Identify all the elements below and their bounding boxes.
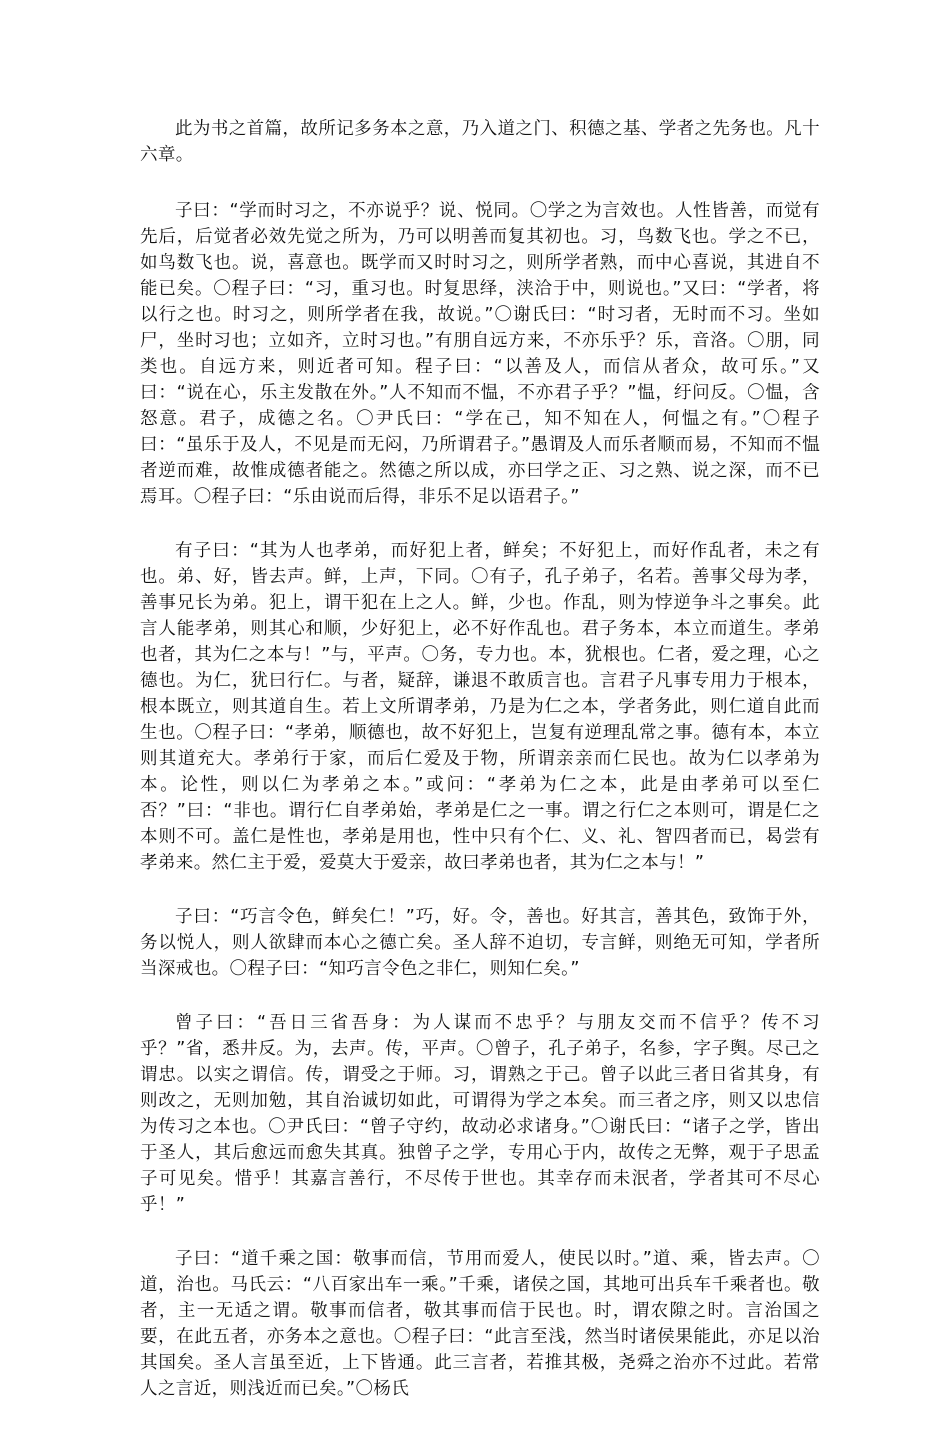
document-body — [140, 116, 820, 1430]
chapter-paragraph-you-zi: 有子曰：“其为人也孝弟，而好犯上者，鲜矣；不好犯上，而好作乱者，未之有也。弟、好，皆去声。鲜，上声，下同。〇有子，孔子弟子，名若。善事父母为孝，善事兄长为弟。犯上，谓干犯在上之人。鲜，少也。作乱，则为悖逆争斗之事矣。此言人能孝弟，则其心和顺，少好犯上，必不好作乱也。君子务本，本立而道生。孝弟也者，其为仁之本与！”与，平声。〇务，专力也。本，犹根也。仁者，爱之理，心之德也。为仁，犹曰行仁。与者，疑辞，谦退不敢质言也。言君子凡事专用力于根本，根本既立，则其道自生。若上文所谓孝弟，乃是为仁之本，学者务此，则仁道自此而生也。〇程子曰：“孝弟，顺德也，故不好犯上，岂复有逆理乱常之事。德有本，本立则其道充大。孝弟行于家，而后仁爱及于物，所谓亲亲而仁民也。故为仁以孝弟为本。论性，则以仁为孝弟之本。”或问：“孝弟为仁之本，此是由孝弟可以至仁否？”曰：“非也。谓行仁自孝弟始，孝弟是仁之一事。谓之行仁之本则可，谓是仁之本则不可。盖仁是性也，孝弟是用也，性中只有个仁、义、礼、智四者而已，曷尝有孝弟来。然仁主于爱，爱莫大于爱亲，故曰孝弟也者，其为仁之本与！” — [140, 541, 820, 873]
chapter-paragraph-dao-qian-sheng: 子曰：“道千乘之国：敬事而信，节用而爱人，使民以时。”道、乘，皆去声。〇道，治也。马氏云：“八百家出车一乘。”千乘，诸侯之国，其地可出兵车千乘者也。敬者，主一无适之谓。敬事而信者，敬其事而信于民也。时，谓农隙之时。言治国之要，在此五者，亦务本之意也。〇程子曰：“此言至浅，然当时诸侯果能此，亦足以治其国矣。圣人言虽至近，上下皆通。此三言者，若推其极，尧舜之治亦不过此。若常人之言近，则浅近而已矣。”〇杨氏 — [140, 1249, 820, 1399]
chapter-paragraph-xue-er: 子曰：“学而时习之，不亦说乎？说、悦同。〇学之为言效也。人性皆善，而觉有先后，后觉者必效先觉之所为，乃可以明善而复其初也。习，鸟数飞也。学之不已，如鸟数飞也。说，喜意也。既学而又时时习之，则所学者熟，而中心喜说，其进自不能已矣。〇程子曰：“习，重习也。时复思绎，浃洽于中，则说也。”又曰：“学者，将以行之也。时习之，则所学者在我，故说。”〇谢氏曰：“时习者，无时而不习。坐如尸，坐时习也；立如齐，立时习也。”有朋自远方来，不亦乐乎？乐，音洛。〇朋，同类也。自远方来，则近者可知。程子曰：“以善及人，而信从者众，故可乐。”又曰：“说在心，乐主发散在外。”人不知而不愠，不亦君子乎？”愠，纡问反。〇愠，含怒意。君子，成德之名。〇尹氏曰：“学在己，知不知在人，何愠之有。”〇程子曰：“虽乐于及人，不见是而无闷，乃所谓君子。”愚谓及人而乐者顺而易，不知而不愠者逆而难，故惟成德者能之。然德之所以成，亦曰学之正、习之熟、说之深，而不已焉耳。〇程子曰：“乐由说而后得，非乐不足以语君子。” — [140, 201, 820, 507]
chapter-paragraph-zeng-zi: 曾子曰：“吾日三省吾身：为人谋而不忠乎？与朋友交而不信乎？传不习乎？”省，悉井反。为，去声。传，平声。〇曾子，孔子弟子，名参，字子舆。尽己之谓忠。以实之谓信。传，谓受之于师。习，谓熟之于己。曾子以此三者日省其身，有则改之，无则加勉，其自治诚切如此，可谓得为学之本矣。而三者之序，则又以忠信为传习之本也。〇尹氏曰：“曾子守约，故动必求诸身。”〇谢氏曰：“诸子之学，皆出于圣人，其后愈远而愈失其真。独曾子之学，专用心于内，故传之无弊，观于子思孟子可见矣。惜乎！其嘉言善行，不尽传于世也。其幸存而未泯者，学者其可不尽心乎！” — [140, 1013, 820, 1215]
intro-paragraph: 此为书之首篇，故所记多务本之意，乃入道之门、积德之基、学者之先务也。凡十六章。 — [140, 119, 820, 165]
chapter-paragraph-qiao-yan: 子曰：“巧言令色，鲜矣仁！”巧，好。令，善也。好其言，善其色，致饰于外，务以悦人，则人欲肆而本心之德亡矣。圣人辞不迫切，专言鲜，则绝无可知，学者所当深戒也。〇程子曰：“知巧言令色之非仁，则知仁矣。” — [140, 907, 820, 979]
